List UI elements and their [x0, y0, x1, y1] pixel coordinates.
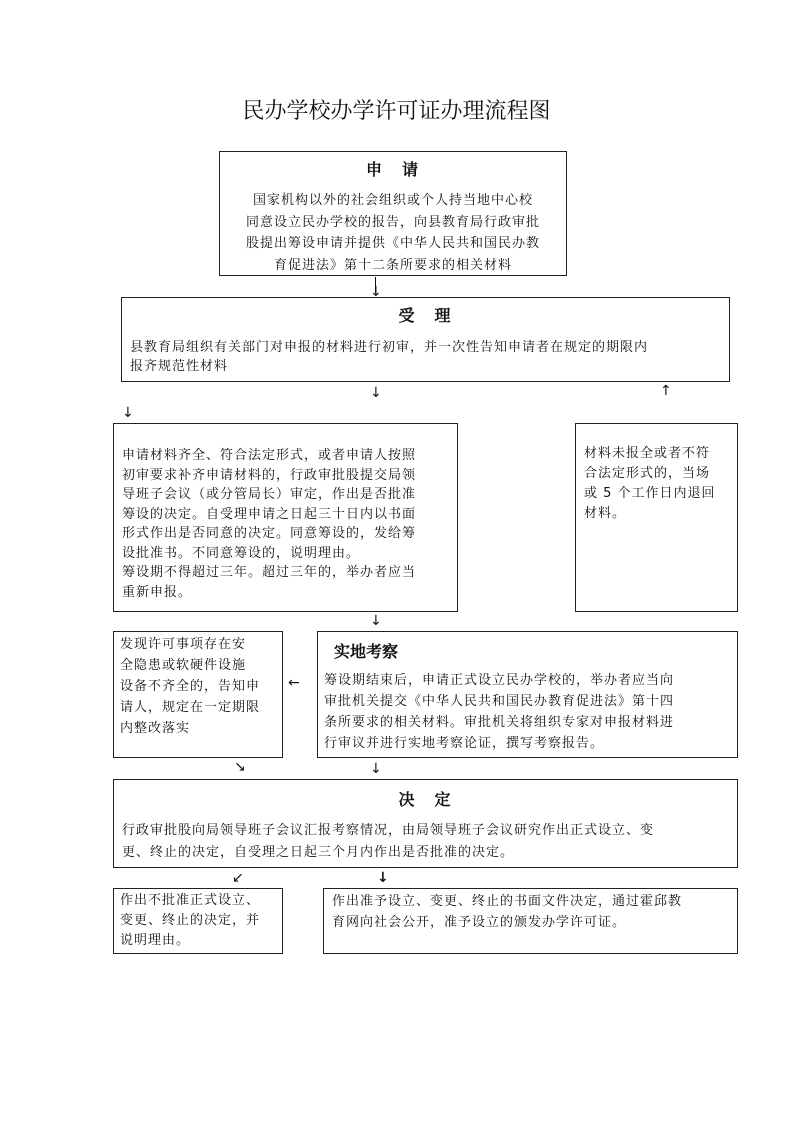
arrow-down-icon: ↓	[370, 284, 382, 300]
page-title: 民办学校办学许可证办理流程图	[242, 99, 551, 124]
accept-text: 县教育局组织有关部门对申报的材料进行初审，并一次性告知申请者在规定的期限内 报齐规范性材料	[130, 340, 649, 374]
review-text: 申请材料齐全、符合法定形式，或者申请人按照 初审要求补齐申请材料的，行政审批股提交局领 导班子会议（或分管局长）审定，作出是否批准 筹设的决定。自受理申请之日起三十日内以书面 形式作出是否同意的决定。同意筹设的，发给筹 设批准书。不同意筹设的，说明理由。 筹设期不得超过三年。超过三年的，举办者应当 重新申报。	[122, 448, 417, 600]
arrow-down-icon: ↓	[370, 613, 382, 629]
inspection-text: 筹设期结束后，申请正式设立民办学校的，举办者应当向 审批机关提交《中华人民共和国民办教育促进法》第十四 条所要求的相关材料。审批机关将组织专家对申报材料进 行审议并进行实地考察论证，撰写考察报告。	[324, 673, 675, 751]
decision-text: 行政审批股向局领导班子会议汇报考察情况，由局领导班子会议研究作出正式设立、变 更、终止的决定，自受理之日起三个月内作出是否批准的决定。	[122, 823, 655, 860]
arrow-up-icon: ↑	[660, 383, 672, 399]
apply-heading: 申 请	[365, 160, 420, 179]
arrow-down-left-icon: ↙	[232, 870, 244, 886]
rectify-box	[113, 631, 283, 758]
decision-box	[113, 779, 738, 868]
approved-text: 作出准予设立、变更、终止的书面文件决定，通过霍邱教 育网向社会公开，准予设立的颁发办学许可证。	[332, 894, 683, 930]
rectify-text: 发现许可事项存在安 全隐患或软硬件设施 设备不齐全的，告知申 请人，规定在一定期限 内整改落实	[120, 637, 261, 736]
decision-heading: 决 定	[398, 790, 453, 809]
not-approved-box	[113, 888, 283, 954]
apply-text: 国家机构以外的社会组织或个人持当地中心校 同意设立民办学校的报告，向县教育局行政审批 股提出筹设申请并提供《中华人民共和国民办教 育促进法》第十二条所要求的相关材料	[245, 193, 540, 273]
reject-materials-text: 材料未报全或者不符 合法定形式的，当场 或 5 个工作日内退回 材料。	[584, 446, 716, 521]
approved-box	[323, 888, 738, 954]
accept-heading: 受 理	[398, 306, 453, 325]
inspection-box	[317, 631, 738, 758]
arrow-down-icon: ↓	[370, 761, 382, 777]
arrow-down-right-icon: ↘	[234, 759, 246, 775]
arrow-down-icon: ↓	[377, 870, 389, 886]
accept-box	[121, 297, 730, 382]
apply-box	[219, 151, 567, 276]
reject-materials-box	[575, 423, 738, 612]
review-box	[113, 423, 458, 612]
arrow-left-icon: ←	[288, 675, 300, 691]
inspection-heading: 实地考察	[334, 642, 399, 661]
not-approved-text: 作出不批准正式设立、 变更、终止的决定，并 说明理由。	[120, 893, 261, 948]
arrow-down-icon: ↓	[370, 385, 382, 401]
arrow-down-icon: ↓	[122, 405, 134, 421]
